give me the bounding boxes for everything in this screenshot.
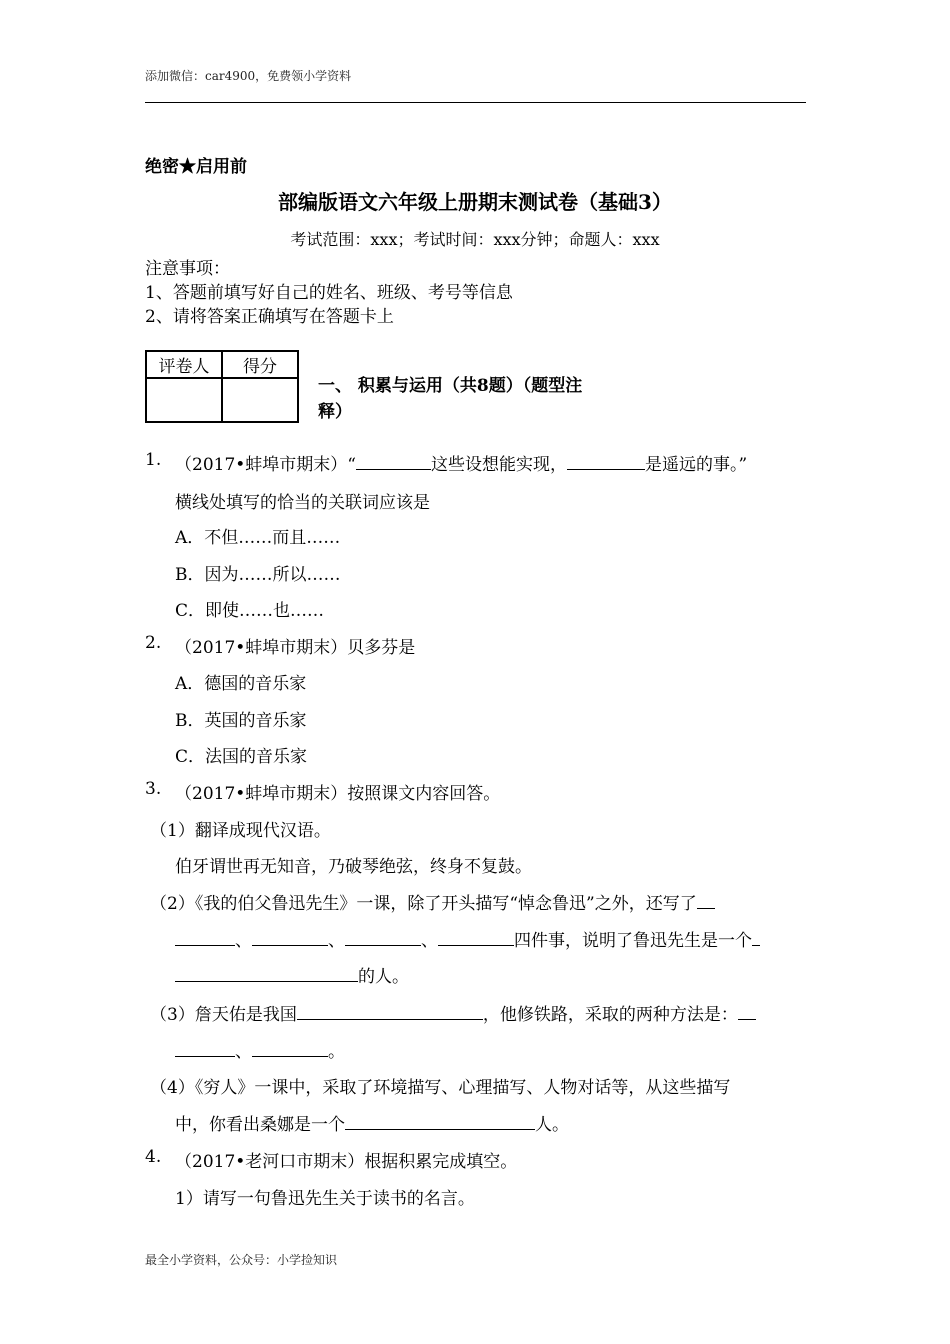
question-number: 3. [145, 779, 162, 799]
exam-title: 部编版语文六年级上册期末测试卷（基础3） [278, 190, 672, 214]
option-c[interactable]: C．法国的音乐家 [175, 747, 308, 767]
separator: 。 [328, 1042, 345, 1062]
q3-sub1: （1）翻译成现代汉语。 [150, 821, 331, 841]
q3-sub2-text: （2）《我的伯父鲁迅先生》一课，除了开头描写“悼念鲁迅”之外，还写了 [150, 894, 697, 914]
question-4-text: （2017•老河口市期末）根据积累完成填空。 [175, 1152, 518, 1172]
option-a[interactable]: A．不但……而且…… [175, 528, 341, 548]
answer-blank[interactable] [252, 1041, 328, 1057]
grader-cell[interactable] [146, 378, 222, 422]
notes-heading: 注意事项： [145, 259, 230, 279]
question-3-text: （2017•蚌埠市期末）按照课文内容回答。 [175, 784, 501, 804]
q4-sub1: 1）请写一句鲁迅先生关于读书的名言。 [175, 1189, 475, 1209]
answer-blank[interactable] [738, 1004, 756, 1020]
q3-sub2-text: 四件事，说明了鲁迅先生是一个 [514, 931, 752, 951]
answer-blank[interactable] [752, 930, 760, 946]
separator: 、 [235, 1042, 252, 1062]
header-divider [145, 102, 806, 103]
answer-blank[interactable] [356, 454, 431, 470]
answer-blank[interactable] [438, 930, 514, 946]
q3-sub3-line2 [175, 1037, 345, 1062]
option-a[interactable]: A．德国的音乐家 [175, 674, 307, 694]
q3-sub4-line2 [175, 1110, 569, 1135]
section-heading-line2: 释） [318, 402, 352, 422]
separator: 、 [235, 931, 252, 951]
q3-sub2-text: 的人。 [358, 967, 409, 987]
answer-blank[interactable] [252, 930, 328, 946]
question-1-text [175, 450, 747, 475]
page-footer-text: 最全小学资料，公众号：小学捡知识 [145, 1253, 338, 1267]
answer-blank[interactable] [697, 893, 715, 909]
section-heading [318, 373, 582, 425]
q1-tail: 是遥远的事。” [644, 455, 748, 475]
page-header-text: 添加微信：car4900，免费领小学资料 [145, 69, 352, 83]
q3-sub2-line3 [175, 962, 409, 987]
q3-sub3-line1 [150, 1000, 756, 1025]
q3-sub4-text: 中，你看出桑娜是一个 [175, 1115, 345, 1135]
question-number: 2. [145, 633, 162, 653]
option-b[interactable]: B．英国的音乐家 [175, 711, 307, 731]
score-table [145, 350, 299, 423]
q3-sub3-text: ，他修铁路，采取的两种方法是： [482, 1005, 738, 1025]
question-number: 1. [145, 450, 162, 470]
score-header: 得分 [222, 351, 298, 378]
answer-blank[interactable] [345, 1114, 535, 1130]
answer-blank[interactable] [175, 1041, 235, 1057]
answer-blank[interactable] [345, 930, 421, 946]
exam-info: 考试范围：xxx；考试时间：xxx分钟；命题人：xxx [290, 230, 660, 249]
question-2-text: （2017•蚌埠市期末）贝多芬是 [175, 638, 416, 658]
option-b[interactable]: B．因为……所以…… [175, 565, 341, 585]
answer-blank[interactable] [567, 454, 645, 470]
q3-sub4-text: 人。 [535, 1115, 569, 1135]
q3-sub2-line2 [175, 926, 760, 951]
section-heading-line1: 一、 积累与运用（共8题）（题型注 [318, 376, 583, 396]
notes-item: 2、请将答案正确填写在答题卡上 [145, 307, 394, 327]
separator: 、 [328, 931, 345, 951]
q3-sub3-text: （3）詹天佑是我国 [150, 1005, 297, 1025]
q1-source: （2017•蚌埠市期末）“ [175, 455, 356, 475]
separator: 、 [421, 931, 438, 951]
score-cell[interactable] [222, 378, 298, 422]
secret-label: 绝密★启用前 [145, 157, 247, 177]
answer-blank[interactable] [297, 1004, 483, 1020]
q1-mid: 这些设想能实现， [430, 455, 567, 475]
q3-sub4-line1: （4）《穷人》一课中，采取了环境描写、心理描写、人物对话等，从这些描写 [150, 1078, 731, 1098]
answer-blank[interactable] [175, 930, 235, 946]
grader-header: 评卷人 [146, 351, 222, 378]
q3-sub2-line1 [150, 889, 715, 914]
question-number: 4. [145, 1147, 162, 1167]
notes-item: 1、答题前填写好自己的姓名、班级、考号等信息 [145, 283, 513, 303]
option-c[interactable]: C．即使……也…… [175, 601, 325, 621]
q3-sub1-text: 伯牙谓世再无知音，乃破琴绝弦，终身不复鼓。 [175, 857, 532, 877]
answer-blank[interactable] [175, 966, 358, 982]
question-1-line2: 横线处填写的恰当的关联词应该是 [175, 493, 430, 513]
